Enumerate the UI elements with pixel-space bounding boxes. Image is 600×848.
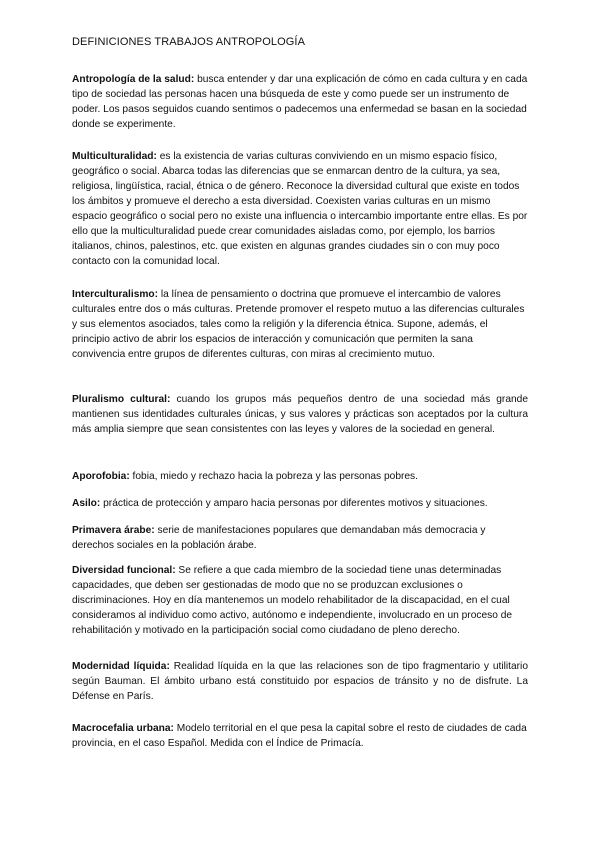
definition-aporofobia [72,469,528,484]
definition-macrocefalia-urbana [72,721,528,751]
definition-text: es la existencia de varias culturas conviviendo en un mismo espacio físico, geográfico o social. Abarca todas las diferencias que se enmarcan dentro de la cultura, ya sea, religiosa, lingüística, racial, étnica o de género. Reconoce la diversidad cultural que existe en todos los ámbitos y promueve el derecho a esta diversidad. Coexisten varias culturas en un mismo espacio geográfico o social pero no existe una influencia o intercambio importante entre ellas. Es por ello que la multiculturalidad puede crear comunidades aisladas como, por ejemplo, los barrios italianos, chinos, palestinos, etc. que existen en algunas grandes ciudades sin o con muy poco contacto con la comunidad local. [72,151,528,267]
definition-primavera-arabe [72,523,528,553]
definition-text: cuando los grupos más pequeños dentro de una sociedad más grande mantienen sus identidades culturales únicas, y sus valores y prácticas son aceptados por la cultura más amplia siempre que sean consistentes con las leyes y valores de la sociedad en general. [72,394,528,435]
definition-text: fobia, miedo y rechazo hacia la pobreza y las personas pobres. [129,471,418,482]
definition-text: busca entender y dar una explicación de cómo en cada cultura y en cada tipo de sociedad las personas hacen una búsqueda de este y como puede ser un instrumento de poder. Los pasos seguidos cuando sentimos o padecemos una enfermedad se basan en la sociedad donde se experimente. [72,74,528,130]
definition-term: Macrocefalia urbana: [72,723,174,734]
definition-text: Modelo territorial en el que pesa la capital sobre el resto de ciudades de cada provincia, en el caso Español. Medida con el Índice de Primacía. [72,723,527,749]
definition-multiculturalidad [72,149,528,269]
definition-term: Antropología de la salud: [72,74,195,85]
definition-term: Pluralismo cultural: [72,394,171,405]
definition-term: Aporofobia: [72,471,130,482]
definition-text: Realidad líquida en la que las relaciones son de tipo fragmentario y utilitario según Bauman. El ámbito urbano está constituido por espacios de tránsito y no de disfrute. La Défense en París. [72,661,528,702]
definition-text: práctica de protección y amparo hacia personas por diferentes motivos y situaciones. [100,498,488,509]
definition-text: Se refiere a que cada miembro de la sociedad tiene unas determinadas capacidades, que deben ser gestionadas de modo que no se produzcan exclusiones o discriminaciones. Hoy en día mantenemos un modelo rehabilitador de la discapacidad, en el cual consideramos al individuo como activo, autónomo e independiente, involucrado en un proceso de rehabilitación y motivado en la participación social como ciudadano de pleno derecho. [72,565,513,636]
definition-antropologia-salud [72,72,528,132]
definition-diversidad-funcional [72,563,528,638]
definition-term: Primavera árabe: [72,525,155,536]
definition-modernidad-liquida [72,659,528,704]
definition-term: Diversidad funcional: [72,565,176,576]
definition-text: serie de manifestaciones populares que demandaban más democracia y derechos sociales en la población árabe. [72,525,486,551]
definition-term: Asilo: [72,498,101,509]
definition-term: Multiculturalidad: [72,151,157,162]
definition-text: la línea de pensamiento o doctrina que promueve el intercambio de valores culturales entre dos o más culturas. Pretende promover el respeto mutuo a las diferencias culturales y sus elementos asociados, tales como la religión y la diferencia étnica. Supone, además, el principio activo de abrir los espacios de interacción y comunicación que permiten la sana convivencia entre grupos de diferentes culturas, con miras al crecimiento mutuo. [72,289,525,360]
definition-term: Modernidad líquida: [72,661,170,672]
definition-term: Interculturalismo: [72,289,159,300]
definition-pluralismo-cultural [72,392,528,437]
definition-interculturalismo [72,287,528,362]
document-title: DEFINICIONES TRABAJOS ANTROPOLOGÍA [72,36,306,48]
definition-asilo [72,496,528,511]
